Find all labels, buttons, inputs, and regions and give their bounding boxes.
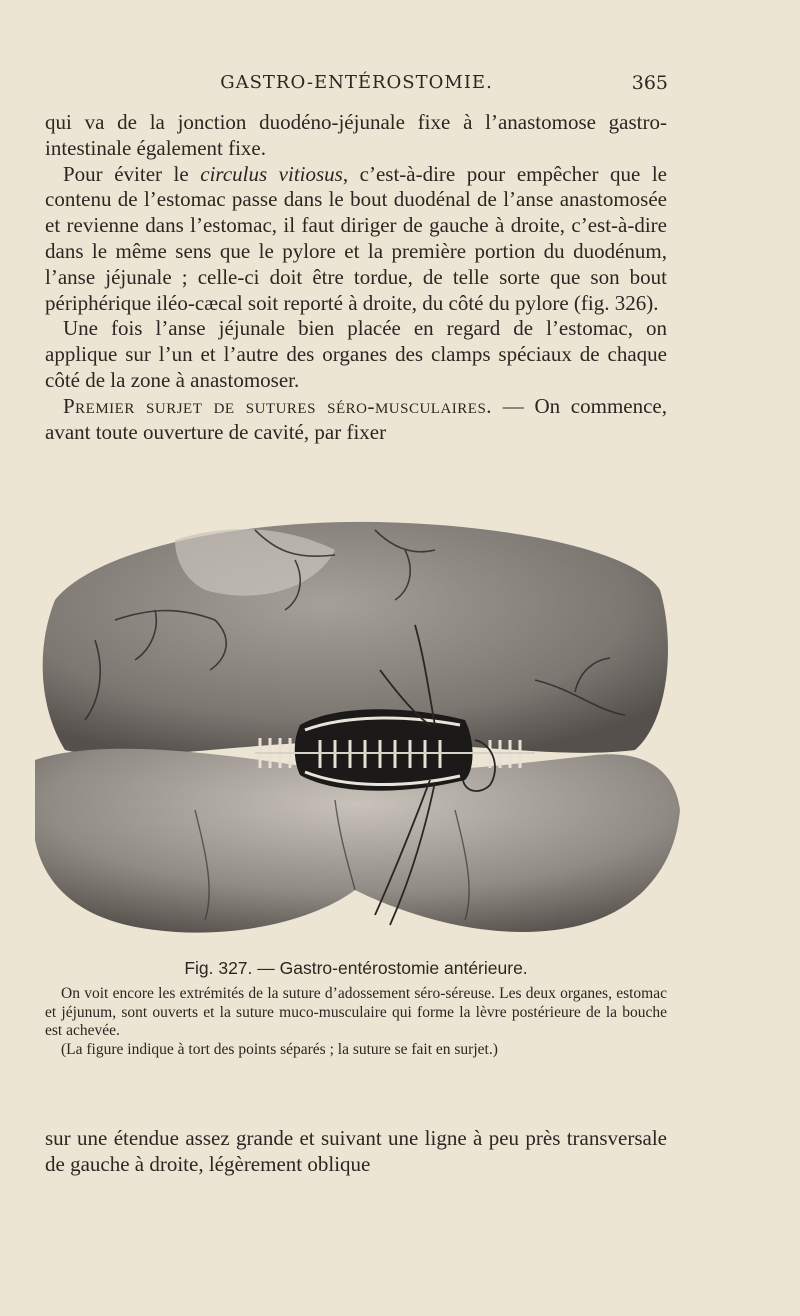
figure-caption: [45, 958, 667, 1059]
main-text-bottom: [45, 1126, 667, 1178]
caption-paragraph-2: (La figure indique à tort des points séparés ; la suture se fait en surjet.): [61, 1040, 498, 1058]
paragraph-1: qui va de la jonction duodéno-jéjunale fixe à l’anastomose gastro-intestinale également fixe.: [45, 110, 667, 160]
paragraph-3: Une fois l’anse jéjunale bien placée en regard de l’estomac, on applique sur l’un et l’autre des organes des clamps spéciaux de chaque côté de la zone à anastomoser.: [45, 316, 667, 392]
continuation-paragraph: sur une étendue assez grande et suivant une ligne à peu près transversale de gauche à droite, légèrement oblique: [45, 1126, 667, 1176]
paragraph-4: [45, 394, 667, 446]
paragraph-2-start: Pour éviter le: [63, 161, 201, 186]
circulus-vitiosus-term: circulus vitiosus: [200, 161, 343, 186]
caption-title: Fig. 327. — Gastro-entérostomie antérieure.: [184, 958, 528, 978]
gastro-enterostomy-drawing: [35, 510, 680, 950]
caption-body: [45, 985, 667, 1059]
paragraph-2-rest: , c’est-à-dire pour empêcher que le contenu de l’estomac passe dans le bout duodénal de l’anse anastomosée et revienne dans l’estomac, il faut diriger de gauche à droite, c’est-à-dire dans le même sens que le pylore et la première portion du duodénum, l’anse jéjunale ; celle-ci doit être tordue, de telle sorte que son bout périphérique iléo-cæcal soit reporté à droite, du côté du pylore (fig. 326).: [45, 161, 667, 315]
section-heading: Premier surjet de sutures séro-musculaires.: [63, 393, 493, 418]
page-number: 365: [631, 72, 668, 94]
paragraph-2: [45, 162, 667, 317]
running-head: [45, 70, 668, 100]
surgical-illustration: [35, 510, 680, 950]
running-head-title: GASTRO-ENTÉROSTOMIE.: [220, 72, 493, 93]
main-text-top: [45, 110, 667, 445]
paragraph-4-rest: — On commence, avant toute ouverture de cavité, par fixer: [45, 393, 667, 444]
caption-paragraph-1: On voit encore les extrémités de la suture d’adossement séro-séreuse. Les deux organes, estomac et jéjunum, sont ouverts et la suture muco-musculaire qui forme la lèvre postérieure de la bouche est achevée.: [45, 985, 667, 1039]
